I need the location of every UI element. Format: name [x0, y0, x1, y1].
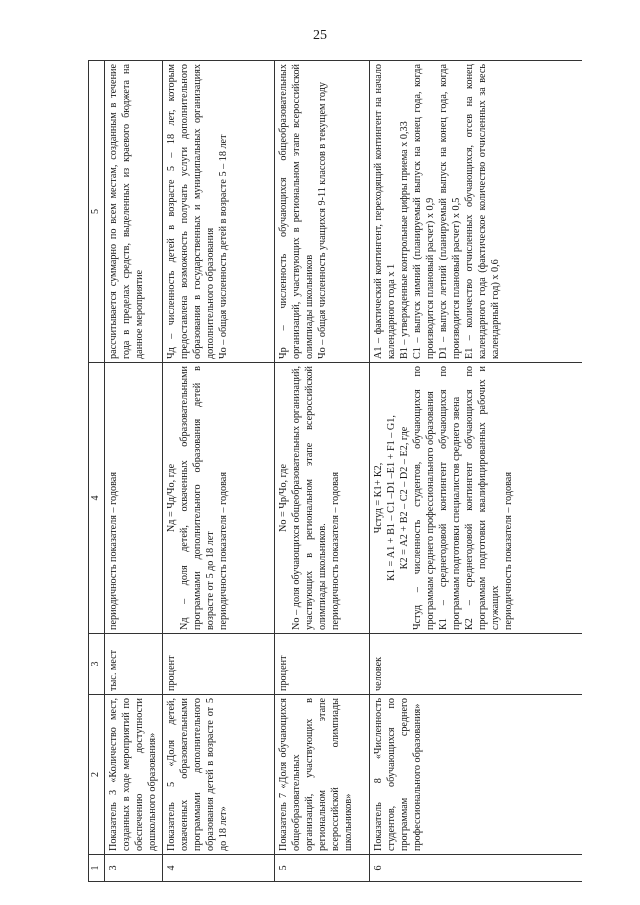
description-cell [275, 61, 370, 363]
rotated-table-container [88, 60, 582, 882]
description-line: рассчитывается суммарно по всем местам, созданным в течение года в пределах средств, выделенных из краевого бюджета на данное мероприятие [108, 64, 146, 359]
formula-line: периодичность показателя – годовая [108, 471, 119, 630]
description-line: С1 – выпуск зимний (планируемый выпуск на конец года, когда производится плановый расчет) х 0,9 [412, 64, 437, 359]
description-cell [370, 61, 583, 363]
unit-cell: тыс. мест [105, 634, 163, 695]
formula-line: К2 = А2 + В2 – С2 – D2 – Е2, где [399, 426, 411, 570]
formula-cell [275, 363, 370, 634]
description-line: Чд – численность детей в возрасте 5 – 18 лет, которым предоставлена возможность получать услуги дополнительного образования в государственных и муниципальных организациях дополнительного образования [166, 64, 217, 359]
formula-cell [163, 363, 275, 634]
indicator-name: Показатель 3 «Количество мест, созданных в ходе мероприятий по обеспечению доступности дошкольного образования» [105, 695, 163, 855]
indicators-table [88, 60, 582, 882]
description-line: В1 – утвержденные контрольные цифры приема х 0,33 [399, 121, 411, 359]
header-col-1: 1 [89, 855, 105, 882]
page-number: 25 [313, 28, 327, 43]
row-number: 4 [163, 855, 275, 882]
header-col-4: 4 [89, 363, 105, 634]
description-line: Чо – общая численность детей в возрасте 5 – 18 лет [218, 134, 230, 359]
rotated-table-area [88, 60, 582, 882]
row-number: 6 [370, 855, 583, 882]
formula-line: Чстуд – численность студентов, обучающихся по программам среднего профессионального образования [412, 366, 437, 630]
formula-cell [105, 363, 163, 634]
description-line: Чо – общая численность учащихся 9-11 классов в текущем году [317, 82, 329, 359]
row-number: 3 [105, 855, 163, 882]
indicator-name: Показатель 7 «Доля обучающихся общеобразовательных организаций, участвующих в региональном этапе всероссийской олимпиады школьников» [275, 695, 370, 855]
indicator-name: Показатель 8 «Численность студентов, обучающихся по программам среднего профессионального образования» [370, 695, 583, 855]
formula-line: Nд = Чд/Чо, где [166, 463, 177, 533]
formula-line: периодичность показателя – годовая [503, 471, 515, 630]
formula-cell [370, 363, 583, 634]
formula-line: К1 = А1 + В1 – С1 –D1 –Е1 + F1 – G1, [386, 415, 398, 581]
description-line: Е1 – количество отчисленных обучающихся, отсев на конец календарного года (фактическое количество отчисленных за весь календарный год) х 0,6 [464, 64, 502, 359]
formula-line: Nд – доля детей, охваченных образовательными программами дополнительного образования детей в возрасте от 5 до 18 лет [179, 366, 217, 630]
formula-line: периодичность показателя – годовая [330, 471, 342, 630]
formula-line: К2 – среднегодовой контингент обучающихся по программам подготовки квалифицированных рабочих и служащих [464, 366, 502, 630]
header-col-3: 3 [89, 634, 105, 695]
table-row [105, 61, 163, 882]
formula-line: No – доля обучающихся общеобразовательных организаций, участвующих в региональном этапе всероссийской олимпиады школьников. [291, 366, 329, 630]
formula-line: Чстуд = К1+ К2, [373, 462, 384, 534]
description-line: Чр – численность обучающихся общеобразовательных организаций, участвующих в региональном этапе всероссийской олимпиады школьников [278, 64, 316, 359]
description-cell [163, 61, 275, 363]
description-line: D1 – выпуск летний (планируемый выпуск на конец года, когда производится плановый расчет) х 0,5 [438, 64, 463, 359]
unit-cell: процент [275, 634, 370, 695]
header-col-2: 2 [89, 695, 105, 855]
description-line: А1 – фактический контингент, переходящий контингент на начало календарного года х 1 [373, 64, 398, 359]
row-number: 5 [275, 855, 370, 882]
formula-line: No = Чр/Чо, где [278, 463, 289, 533]
header-col-5: 5 [89, 61, 105, 363]
table-header-row [89, 61, 105, 882]
description-cell [105, 61, 163, 363]
table-row [370, 61, 583, 882]
unit-cell: человек [370, 634, 583, 695]
indicator-name: Показатель 5 «Доля детей, охваченных образовательными программами дополнительного образования детей в возрасте от 5 до 18 лет» [163, 695, 275, 855]
formula-line: периодичность показателя – годовая [218, 471, 230, 630]
table-row [163, 61, 275, 882]
formula-line: К1 – среднегодовой контингент обучающихся по программам подготовки специалистов среднего звена [438, 366, 463, 630]
unit-cell: процент [163, 634, 275, 695]
table-row [275, 61, 370, 882]
